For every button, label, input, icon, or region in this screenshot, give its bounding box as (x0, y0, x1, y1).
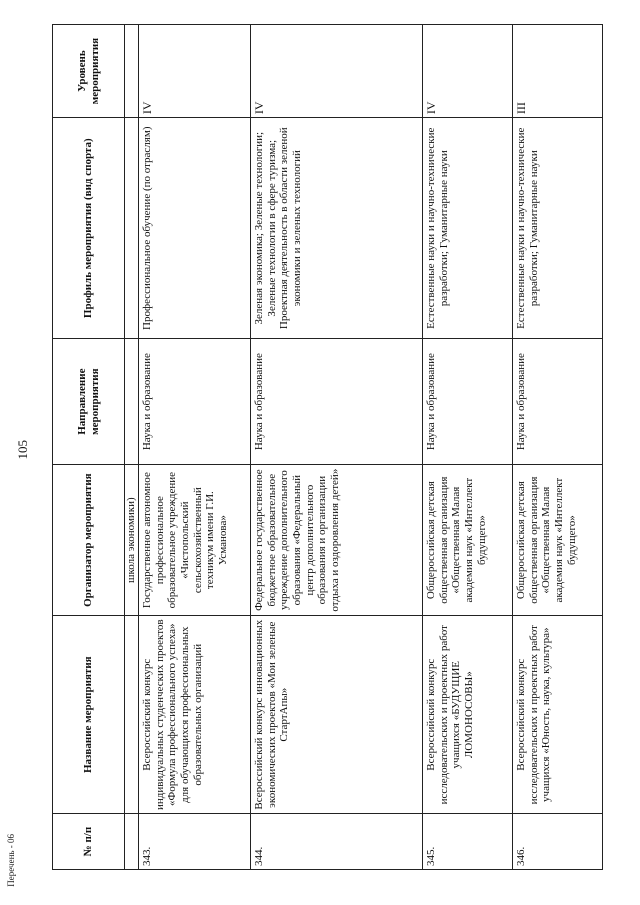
header-num: № п/п (53, 814, 125, 870)
carryover-row (125, 25, 139, 870)
row-direction: Наука и образование (139, 339, 251, 465)
table-row (423, 25, 513, 870)
row-profile: Зеленая экономика; Зеленые технологии; Зеленые технологии в сфере туризма; Проектная деятельность в области зеленой экономики и зеленых технологий (251, 118, 423, 339)
row-name: Всероссийский конкурс исследовательских и проектных работ учащихся «Юность, наука, культура» (513, 616, 603, 814)
header-profile: Профиль мероприятия (вид спорта) (53, 118, 125, 339)
row-profile: Профессиональное обучение (по отраслям) (139, 118, 251, 339)
table-row (251, 25, 423, 870)
table-header-row (53, 25, 125, 870)
row-direction: Наука и образование (513, 339, 603, 465)
row-name: Всероссийский конкурс исследовательских и проектных работ учащихся «БУДУЩИЕ ЛОМОНОСОВЫ» (423, 616, 513, 814)
row-name: Всероссийский конкурс инновационных экономических проектов «Мои зеленые СтартАпы» (251, 616, 423, 814)
events-table (52, 24, 603, 870)
row-organizer: Государственное автономное профессиональное образовательное учреждение «Чистопольский сельскохозяйственный техникум имени Г.И. Усманова» (139, 464, 251, 615)
rotated-table-wrapper (52, 24, 602, 870)
table-row (139, 25, 251, 870)
row-profile: Естественные науки и научно-технические разработки; Гуманитарные науки (513, 118, 603, 339)
row-level: IV (139, 25, 251, 118)
footer-code: Перечень - 06 (6, 834, 16, 887)
row-num: 344. (251, 814, 423, 870)
page-number: 105 (15, 440, 30, 460)
row-direction: Наука и образование (251, 339, 423, 465)
row-level: III (513, 25, 603, 118)
header-level: Уровень мероприятия (53, 25, 125, 118)
header-name: Название мероприятия (53, 616, 125, 814)
table-row (513, 25, 603, 870)
row-level: IV (251, 25, 423, 118)
row-level: IV (423, 25, 513, 118)
row-direction: Наука и образование (423, 339, 513, 465)
row-num: 345. (423, 814, 513, 870)
carryover-text: школа экономики) (125, 464, 139, 615)
row-organizer: Федеральное государственное бюджетное образовательное учреждение дополнительного образования «Федеральный центр дополнительного образования и организации отдыха и оздоровления детей» (251, 464, 423, 615)
row-num: 346. (513, 814, 603, 870)
row-name: Всероссийский конкурс индивидуальных студенческих проектов «Формула профессионального успеха» для обучающихся профессиональных образовательных организаций (139, 616, 251, 814)
row-organizer: Общероссийская детская общественная организация «Общественная Малая академия наук «Интеллект будущего» (513, 464, 603, 615)
row-profile: Естественные науки и научно-технические разработки; Гуманитарные науки (423, 118, 513, 339)
row-organizer: Общероссийская детская общественная организация «Общественная Малая академия наук «Интеллект будущего» (423, 464, 513, 615)
header-direction: Направление мероприятия (53, 339, 125, 465)
row-num: 343. (139, 814, 251, 870)
header-organizer: Организатор мероприятия (53, 464, 125, 615)
